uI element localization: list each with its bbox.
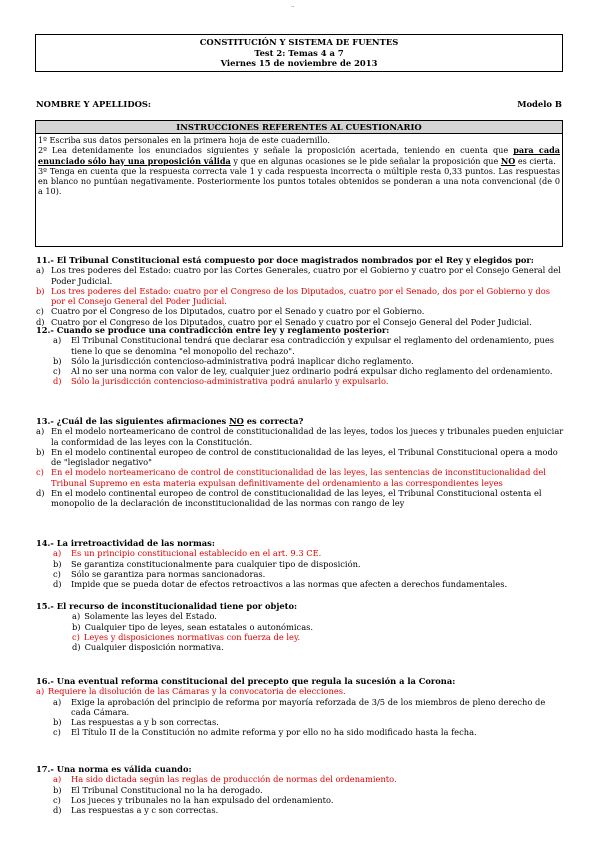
question-title: 16.- Una eventual reforma constitucional del precepto que regula la sucesión a la Corona: <box>36 676 456 686</box>
instruction-2-emphasis: para cada enunciado sólo hay una proposición válida <box>38 145 561 166</box>
option-c[interactable] <box>36 632 564 642</box>
option-text: Cuatro por el Congreso de los Diputados, cuatro por el Senado y cuatro por el Consejo General del Poder Judicial. <box>51 316 532 327</box>
option-text: Los tres poderes del Estado: cuatro por las Cortes Generales, cuatro por el Gobierno y cuatro por el Consejo General del Poder Judicial. <box>51 265 561 286</box>
question-15 <box>36 601 564 652</box>
option-b[interactable] <box>36 622 564 632</box>
option-label: b) <box>53 355 62 366</box>
option-text: Los jueces y tribunales no la han expulsado del ordenamiento. <box>71 794 334 805</box>
option-label: c) <box>53 366 61 377</box>
option-text: Impide que se pueda dotar de efectos retroactivos a las normas que afecten a derechos fundamentales. <box>71 579 508 590</box>
instruction-2 <box>38 145 560 166</box>
option-d[interactable] <box>36 488 564 509</box>
option-label: b) <box>36 446 45 457</box>
option-text: Cuatro por el Congreso de los Diputados, cuatro por el Senado y cuatro por el Gobierno. <box>51 306 425 317</box>
option-b[interactable] <box>36 717 564 727</box>
name-row <box>36 99 562 109</box>
option-a[interactable] <box>36 611 564 621</box>
option-text: Exige la aprobación del principio de reforma por mayoría reforzada de 3/5 de los miembros de pleno derecho de cada Cámara. <box>71 696 546 717</box>
question-title-end: es correcta? <box>243 416 304 426</box>
exam-header <box>35 34 563 72</box>
option-text: Al no ser una norma con valor de ley, cualquier juez ordinario podrá expulsar dicho reglamento del ordenamiento. <box>71 366 553 377</box>
option-text: Ha sido dictada según las reglas de producción de normas del ordenamiento. <box>71 774 397 785</box>
question-13 <box>36 416 564 509</box>
option-label: b) <box>53 717 62 728</box>
course-title: CONSTITUCIÓN Y SISTEMA DE FUENTES <box>199 37 399 47</box>
option-label: d) <box>53 579 62 590</box>
option-a[interactable] <box>36 548 564 558</box>
instructions-box <box>35 120 563 247</box>
question-title: 12.- Cuando se produce una contradicción entre ley y reglamento posterior: <box>36 325 390 335</box>
option-text: Sólo se garantiza para normas sancionadoras. <box>71 568 266 579</box>
option-text: En el modelo norteamericano de control de constitucionalidad de las leyes, todos los jueces y tribunales pueden enjuiciar la conformidad de las leyes con la Constitución. <box>51 426 564 447</box>
option-a[interactable] <box>36 686 564 696</box>
option-text: El Tribunal Constitucional tendrá que declarar esa contradicción y expulsar el reglamento del ordenamiento, pues tiene lo que se denomina "el monopolio del rechazo". <box>71 335 555 356</box>
option-d[interactable] <box>36 376 564 386</box>
instruction-3: 3º Tenga en cuenta que la respuesta correcta vale 1 y cada respuesta incorrecta o múltiple resta 0,33 puntos. Las respuestas en blanco no puntúan negativamente. Posteriormente los puntos totales obtenidos se ponderan a una nota convencional (de 0 a 10). <box>38 165 560 197</box>
option-label: c) <box>36 467 44 478</box>
option-text: Requiere la disolución de las Cámaras y la convocatoria de elecciones. <box>48 686 346 697</box>
option-text: Sólo la jurisdicción contencioso-administrativa podrá anularlo y expulsarlo. <box>71 376 389 387</box>
option-label: c) <box>36 306 44 317</box>
option-c[interactable] <box>36 569 564 579</box>
option-text: El Título II de la Constitución no admite reforma y por ello no ha sido modificado hasta la fecha. <box>71 727 477 738</box>
question-17 <box>36 764 564 815</box>
option-text: Cualquier disposición normativa. <box>84 642 224 653</box>
option-label: d) <box>72 642 81 653</box>
option-text: Sólo la jurisdicción contencioso-administrativa podrá inaplicar dicho reglamento. <box>71 355 414 366</box>
option-text: En el modelo norteamericano de control de constitucionalidad de las leyes, las sentencias de inconstitucionalidad del Tribunal Supremo en esta materia expulsan definitivamente del ordenamiento a las correspondientes leyes <box>51 467 546 488</box>
option-c[interactable] <box>36 727 564 737</box>
option-label: b) <box>36 285 45 296</box>
option-b[interactable] <box>36 356 564 366</box>
option-label: d) <box>36 488 45 499</box>
option-c[interactable] <box>36 795 564 805</box>
option-label: a) <box>36 686 45 697</box>
option-label: c) <box>53 794 61 805</box>
question-title-no: NO <box>229 416 244 426</box>
option-text: Es un principio constitucional establecido en el art. 9.3 CE. <box>71 548 322 559</box>
option-c[interactable] <box>36 467 564 488</box>
option-label: c) <box>53 727 61 738</box>
question-title-text: 13.- ¿Cuál de las siguientes afirmaciones <box>36 416 230 426</box>
option-text: En el modelo continental europeo de control de constitucionalidad de las leyes, el Tribunal Constitucional ostenta el monopolio de la declaración de inconstitucionalidad de las normas con rango de ley <box>51 488 542 509</box>
question-title: 14.- La irretroactividad de las normas: <box>36 538 215 548</box>
option-text: Se garantiza constitucionalmente para cualquier tipo de disposición. <box>71 558 361 569</box>
option-label: d) <box>36 316 45 327</box>
question-title: 15.- El recurso de inconstitucionalidad tiene por objeto: <box>36 601 298 611</box>
option-label: d) <box>53 805 62 816</box>
option-text: Leyes y disposiciones normativas con fuerza de ley. <box>83 631 301 642</box>
option-label: a) <box>53 774 62 785</box>
option-label: a) <box>53 548 62 559</box>
question-11 <box>36 255 564 327</box>
instruction-2-no: NO <box>500 155 516 166</box>
instructions-body <box>36 134 562 197</box>
option-c[interactable] <box>36 306 564 316</box>
page-top-mark: .. <box>291 2 295 9</box>
instruction-1: 1º Escriba sus datos personales en la primera hoja de este cuadernillo. <box>38 135 330 145</box>
option-text: Las respuestas a y c son correctas. <box>71 805 219 816</box>
option-text: Solamente las leyes del Estado. <box>84 611 217 622</box>
test-title: Test 2: Temas 4 a 7 <box>254 47 344 58</box>
option-label: d) <box>53 376 62 387</box>
option-b[interactable] <box>36 785 564 795</box>
question-title <box>36 416 564 426</box>
option-a[interactable] <box>36 335 564 356</box>
option-d[interactable] <box>36 579 564 589</box>
option-a[interactable] <box>36 265 564 286</box>
instruction-2-end: es cierta. <box>515 155 556 166</box>
option-text: Las respuestas a y b son correctas. <box>71 717 219 728</box>
option-label: c) <box>72 631 80 642</box>
option-b[interactable] <box>36 286 564 307</box>
option-text: El Tribunal Constitucional no la ha derogado. <box>71 784 263 795</box>
option-a[interactable] <box>36 774 564 784</box>
instruction-2-text-cont: y que en algunas ocasiones se le pide señalar la proposición que <box>230 155 501 166</box>
option-text: En el modelo continental europeo de control de constitucionalidad de las leyes, el Tribunal Constitucional opera a modo de "legislador negativo" <box>51 446 558 468</box>
option-b[interactable] <box>36 559 564 569</box>
question-14 <box>36 538 564 589</box>
instructions-title: INSTRUCCIONES REFERENTES AL CUESTIONARIO <box>36 121 562 134</box>
option-label: c) <box>53 568 61 579</box>
option-d[interactable] <box>36 642 564 652</box>
option-label: a) <box>36 265 45 276</box>
option-label: b) <box>53 784 62 795</box>
model-label: Modelo B <box>517 99 562 109</box>
option-text: Los tres poderes del Estado: cuatro por el Congreso de los Diputados, cuatro por el Senado, dos por el Gobierno y dos por el Consejo General del Poder Judicial. <box>51 285 550 307</box>
option-text: Cualquier tipo de leyes, sean estatales o autonómicas. <box>84 621 314 632</box>
option-label: a) <box>72 611 81 622</box>
option-b[interactable] <box>36 447 564 468</box>
option-label: a) <box>36 426 45 437</box>
option-label: b) <box>53 558 62 569</box>
exam-date: Viernes 15 de noviembre de 2013 <box>220 58 378 68</box>
name-label: NOMBRE Y APELLIDOS: <box>36 99 152 109</box>
instruction-2-text: 2º Lea detenidamente los enunciados siguientes y señale la proposición acertada, teniendo en cuenta que <box>38 145 514 156</box>
question-16 <box>36 676 564 738</box>
question-title: 17.- Una norma es válida cuando: <box>36 764 192 774</box>
question-title: 11.- El Tribunal Constitucional está compuesto por doce magistrados nombrados por el Rey y elegidos por: <box>36 255 534 265</box>
option-label: a) <box>53 696 62 707</box>
option-label: a) <box>53 335 62 346</box>
option-a-2[interactable] <box>36 697 564 718</box>
question-12 <box>36 325 564 387</box>
option-d[interactable] <box>36 805 564 815</box>
option-a[interactable] <box>36 426 564 447</box>
option-label: b) <box>72 621 81 632</box>
option-c[interactable] <box>36 366 564 376</box>
